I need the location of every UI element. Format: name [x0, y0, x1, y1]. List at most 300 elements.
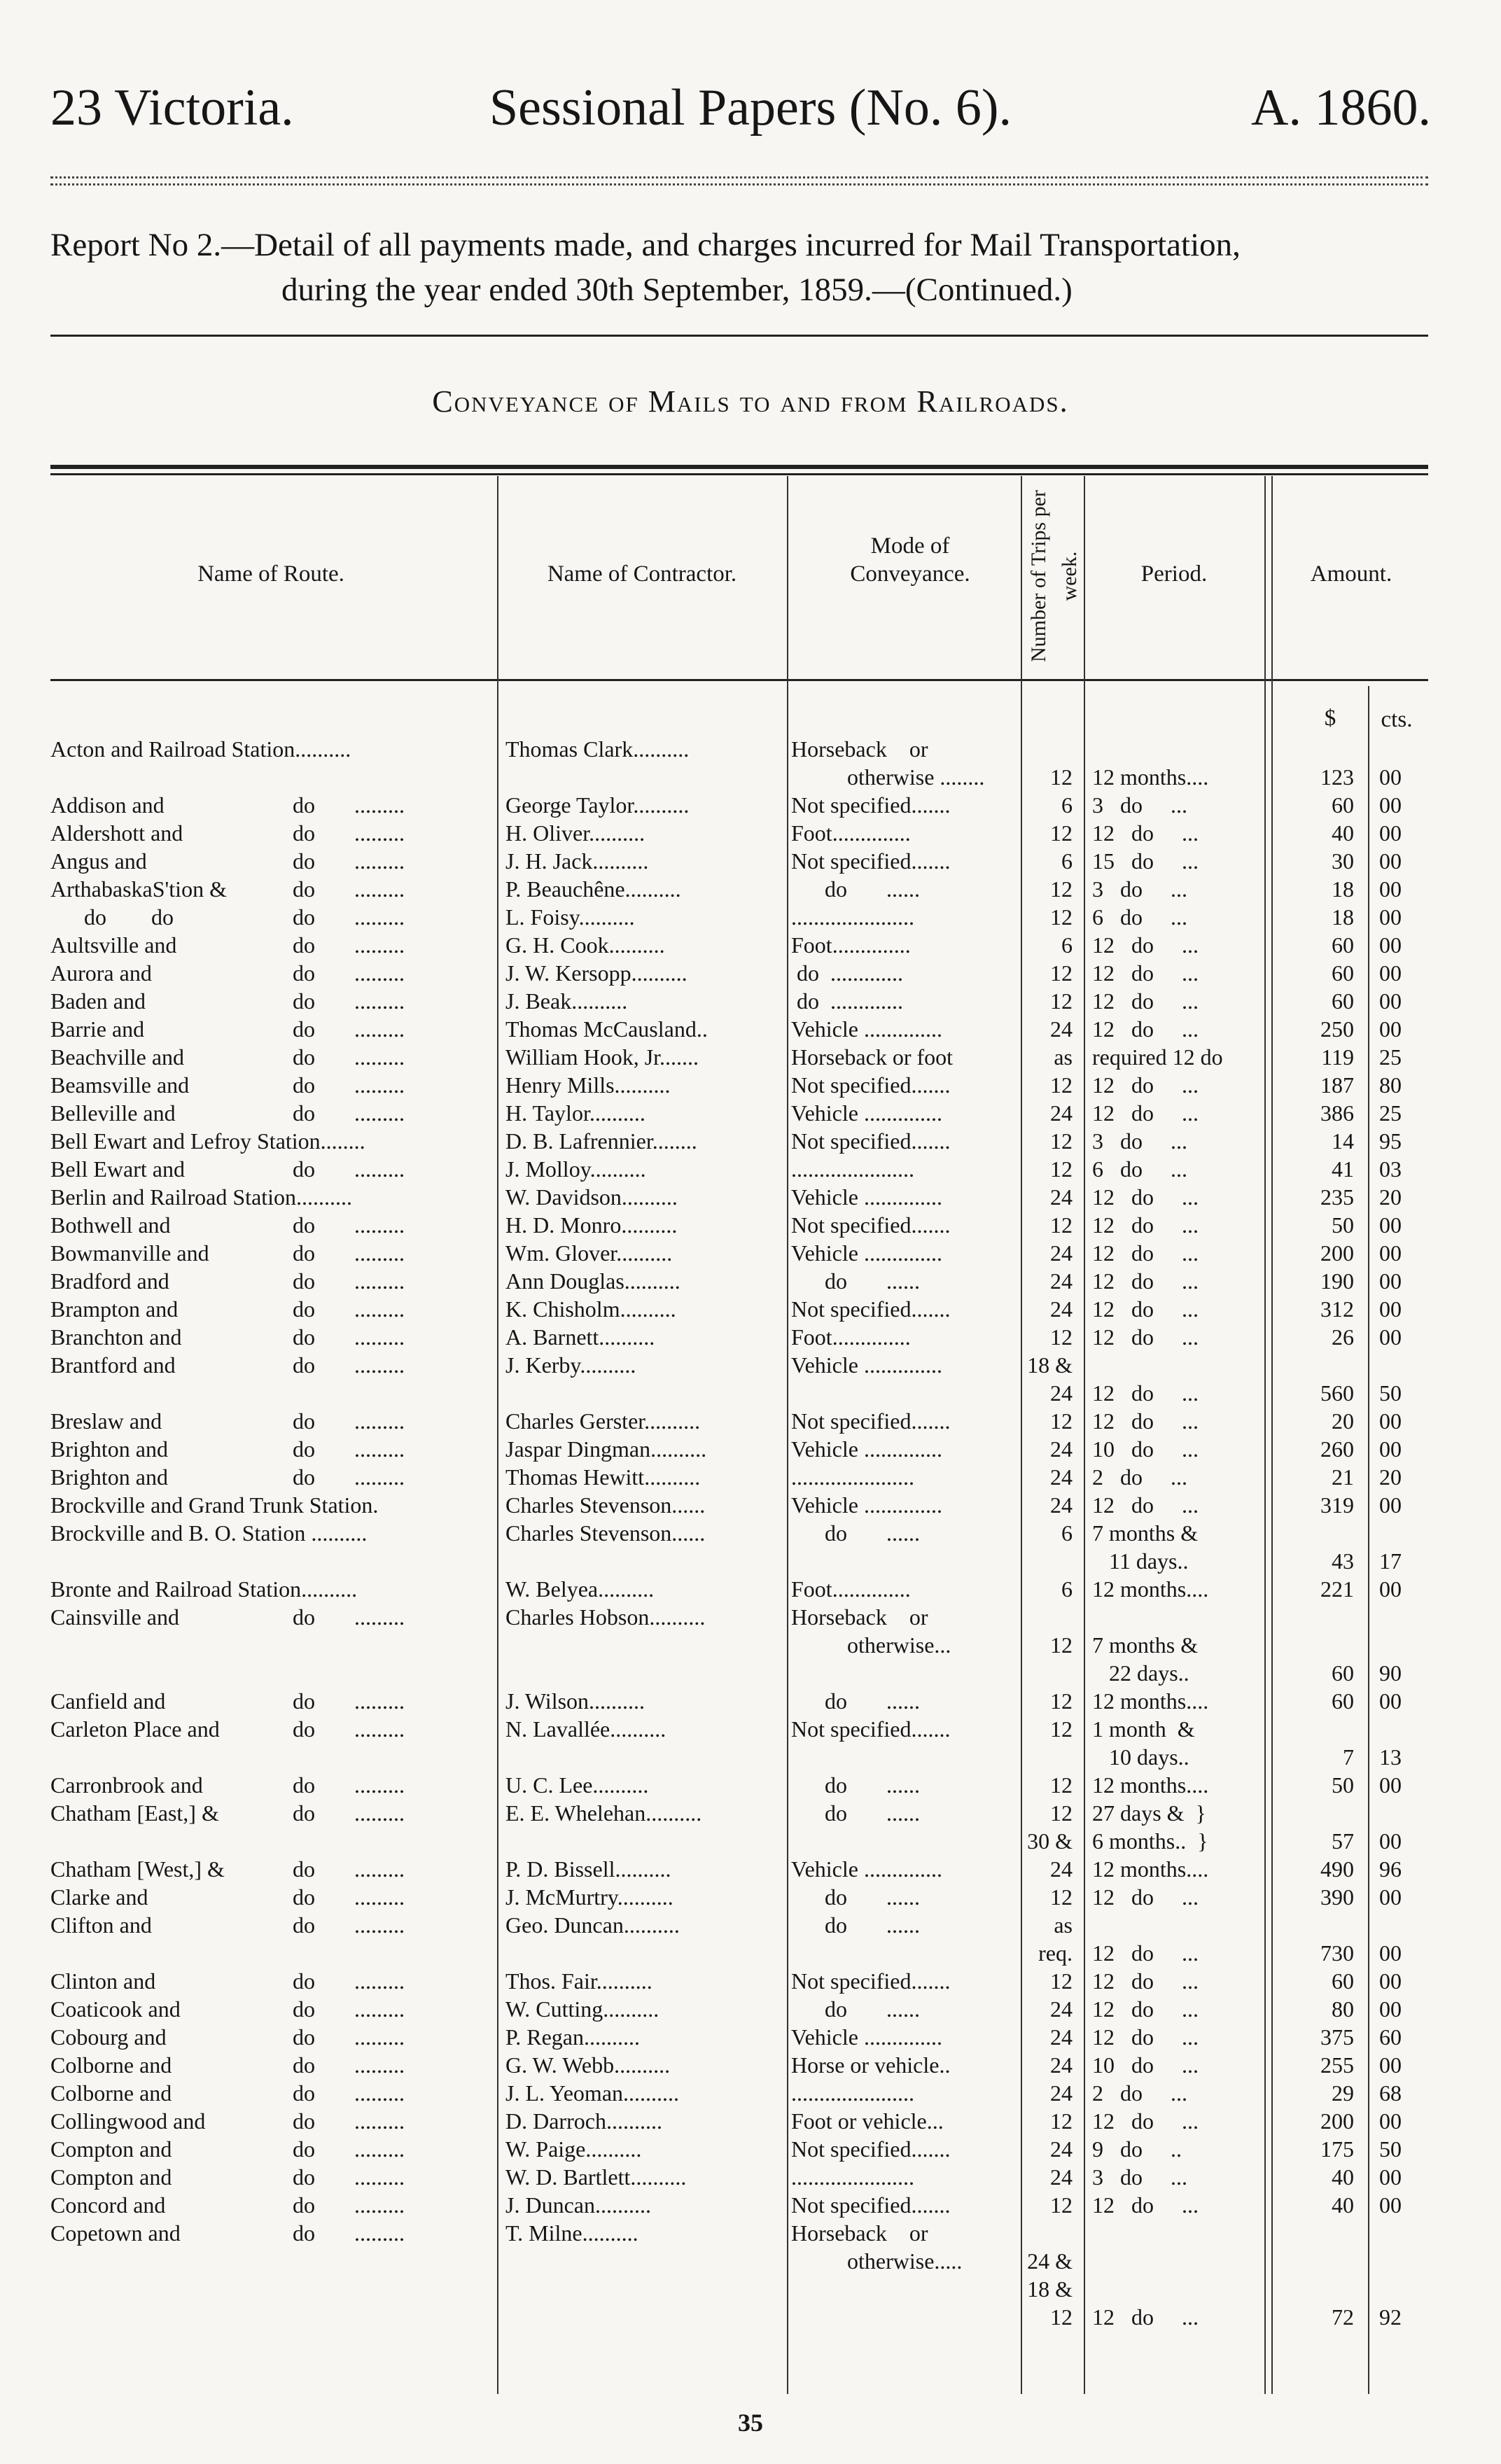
amount-cents: 80 — [1379, 1072, 1402, 1098]
trips-per-week: 12 — [1050, 1212, 1073, 1238]
contractor: P. Regan.......... — [505, 2024, 640, 2050]
table-row — [0, 1743, 1501, 1771]
table-row — [0, 1099, 1501, 1127]
amount-cents: 00 — [1379, 1884, 1402, 1910]
amount-dollars: 21 — [1332, 1464, 1354, 1490]
period: 12 do ... — [1092, 2192, 1199, 2218]
route-name: Colborne and — [50, 2052, 172, 2078]
table-top-rule — [50, 465, 1428, 469]
amount-cents: 90 — [1379, 1660, 1402, 1686]
mode-of-conveyance: Vehicle .............. — [791, 1184, 942, 1210]
mode-of-conveyance: do ............. — [791, 988, 903, 1014]
table-row — [0, 2107, 1501, 2135]
amount-dollars: 14 — [1332, 1128, 1354, 1154]
table-row — [0, 1967, 1501, 1995]
period: 12 do ... — [1092, 1324, 1199, 1350]
route-name: Barrie and — [50, 1016, 145, 1042]
amount-dollars: 730 — [1320, 1940, 1354, 1966]
period: 12 do ... — [1092, 1072, 1199, 1098]
route-do: do ......... — [293, 792, 405, 818]
table-row — [0, 1827, 1501, 1855]
contractor: H. D. Monro.......... — [505, 1212, 678, 1238]
mode-of-conveyance: Not specified....... — [791, 848, 951, 874]
amount-dollars: 375 — [1320, 2024, 1354, 2050]
period: 12 do ... — [1092, 1940, 1199, 1966]
period: 12 do ... — [1092, 960, 1199, 986]
table-row — [0, 1995, 1501, 2023]
report-rule — [50, 335, 1428, 337]
mode-of-conveyance: Vehicle .............. — [791, 2024, 942, 2050]
period: 12 do ... — [1092, 1492, 1199, 1518]
trips-per-week: 12 — [1050, 1072, 1073, 1098]
contractor: Charles Gerster.......... — [505, 1408, 701, 1434]
period: 12 do ... — [1092, 1380, 1199, 1406]
mode-of-conveyance: Not specified....... — [791, 1968, 951, 1994]
table-row — [0, 1435, 1501, 1463]
table-row — [0, 819, 1501, 847]
table-row — [0, 903, 1501, 931]
route-name: Bell Ewart and — [50, 1156, 185, 1182]
contractor: D. B. Lafrennier........ — [505, 1128, 697, 1154]
period: required 12 do — [1092, 1044, 1223, 1070]
period: 6 do ... — [1092, 1156, 1187, 1182]
table-row — [0, 763, 1501, 791]
section-title: Conveyance of Mails to and from Railroads. — [432, 384, 1069, 419]
contractor: W. Belyea.......... — [505, 1576, 655, 1602]
amount-dollars: 30 — [1332, 848, 1354, 874]
contractor: J. McMurtry.......... — [505, 1884, 673, 1910]
route-do: do ......... — [293, 1044, 405, 1070]
mode-of-conveyance: Horseback or — [791, 1604, 928, 1630]
table-row — [0, 2191, 1501, 2219]
amount-cents: 00 — [1379, 1968, 1402, 1994]
amount-dollars: 255 — [1320, 2052, 1354, 2078]
amount-dollars: 560 — [1320, 1380, 1354, 1406]
mode-of-conveyance: Not specified....... — [791, 1716, 951, 1742]
route-do: do ......... — [293, 1996, 405, 2022]
route-do: do ......... — [293, 1408, 405, 1434]
trips-per-week: 24 — [1050, 2080, 1073, 2106]
table-row — [0, 2051, 1501, 2079]
route-name: Bronte and Railroad Station.......... — [50, 1576, 358, 1602]
table-row — [0, 1351, 1501, 1379]
table-row — [0, 2275, 1501, 2303]
route-name: Angus and — [50, 848, 147, 874]
amount-cents: 00 — [1379, 764, 1402, 790]
route-do: do ......... — [293, 2164, 405, 2190]
period: 2 do ... — [1092, 2080, 1187, 2106]
route-do: do ......... — [293, 1604, 405, 1630]
trips-per-week: 12 — [1050, 820, 1073, 846]
trips-per-week: 24 — [1050, 2164, 1073, 2190]
amount-cents: 25 — [1379, 1044, 1402, 1070]
route-name: Cobourg and — [50, 2024, 167, 2050]
trips-per-week: 24 — [1050, 1464, 1073, 1490]
route-name: Compton and — [50, 2136, 172, 2162]
contractor: Wm. Glover.......... — [505, 1240, 673, 1266]
period: 22 days.. — [1092, 1660, 1189, 1686]
amount-cents: 00 — [1379, 848, 1402, 874]
route-name: Carronbrook and — [50, 1772, 203, 1798]
amount-cents: 17 — [1379, 1548, 1402, 1574]
route-do: do ......... — [293, 1156, 405, 1182]
route-name: Bell Ewart and Lefroy Station........ — [50, 1128, 365, 1154]
route-name: Branchton and — [50, 1324, 182, 1350]
table-row — [0, 2219, 1501, 2247]
period: 2 do ... — [1092, 1464, 1187, 1490]
route-do: do ......... — [293, 1268, 405, 1294]
period: 10 do ... — [1092, 1436, 1199, 1462]
trips-per-week: 12 — [1050, 1884, 1073, 1910]
table-row — [0, 1323, 1501, 1351]
trips-per-week: 12 — [1050, 876, 1073, 902]
period: 3 do ... — [1092, 1128, 1187, 1154]
route-do: do ......... — [293, 2220, 405, 2246]
trips-per-week: 24 — [1050, 1380, 1073, 1406]
col-head-amount: Amount. — [1310, 561, 1392, 587]
trips-per-week: 12 — [1050, 1128, 1073, 1154]
contractor: N. Lavallée.......... — [505, 1716, 666, 1742]
table-row — [0, 1015, 1501, 1043]
route-do: do ......... — [293, 1800, 405, 1826]
period: 12 months.... — [1092, 1688, 1209, 1714]
mode-of-conveyance: Foot.............. — [791, 1576, 911, 1602]
route-name: do do — [50, 904, 174, 930]
col-head-trips: Number of Trips per week. — [1027, 490, 1081, 662]
col-head-mode: Mode of Conveyance. — [850, 533, 970, 587]
period: 6 months.. } — [1092, 1828, 1208, 1854]
amount-dollars: 40 — [1332, 820, 1354, 846]
trips-per-week: 24 — [1050, 1996, 1073, 2022]
contractor: Charles Hobson.......... — [505, 1604, 706, 1630]
amount-cents: 00 — [1379, 1576, 1402, 1602]
contractor: Thomas Hewitt.......... — [505, 1464, 701, 1490]
route-do: do ......... — [293, 2136, 405, 2162]
period: 12 do ... — [1092, 1268, 1199, 1294]
route-do: do ......... — [293, 960, 405, 986]
trips-per-week: 12 — [1050, 1324, 1073, 1350]
period: 12 months.... — [1092, 764, 1209, 790]
table-row — [0, 1267, 1501, 1295]
amount-dollars: 221 — [1320, 1576, 1354, 1602]
mode-of-conveyance: Not specified....... — [791, 1072, 951, 1098]
trips-per-week: 12 — [1050, 1968, 1073, 1994]
contractor: A. Barnett.......... — [505, 1324, 655, 1350]
route-do: do ......... — [293, 1912, 405, 1938]
trips-per-week: 12 — [1050, 1688, 1073, 1714]
mode-of-conveyance: Vehicle .............. — [791, 1240, 942, 1266]
contractor: J. Duncan.......... — [505, 2192, 651, 2218]
mode-of-conveyance: Horseback or — [791, 736, 928, 762]
mode-of-conveyance: Vehicle .............. — [791, 1352, 942, 1378]
period: 12 months.... — [1092, 1772, 1209, 1798]
contractor: U. C. Lee.......... — [505, 1772, 649, 1798]
contractor: T. Milne.......... — [505, 2220, 638, 2246]
route-do: do ......... — [293, 876, 405, 902]
route-name: Brantford and — [50, 1352, 176, 1378]
contractor: D. Darroch.......... — [505, 2108, 662, 2134]
trips-per-week: 12 — [1050, 960, 1073, 986]
route-name: Coaticook and — [50, 1996, 181, 2022]
route-name: Colborne and — [50, 2080, 172, 2106]
period: 12 do ... — [1092, 2108, 1199, 2134]
route-name: Chatham [West,] & — [50, 1856, 225, 1882]
trips-per-week: 12 — [1050, 1800, 1073, 1826]
contractor: Thomas McCausland.. — [505, 1016, 708, 1042]
header-title: Sessional Papers (No. 6). — [489, 79, 1012, 136]
period: 3 do ... — [1092, 792, 1187, 818]
table-header-rule — [50, 679, 1428, 681]
contractor: H. Taylor.......... — [505, 1100, 645, 1126]
table-row — [0, 1183, 1501, 1211]
page-number: 35 — [738, 2409, 763, 2437]
period: 12 do ... — [1092, 1884, 1199, 1910]
table-row — [0, 1575, 1501, 1603]
table-row — [0, 1799, 1501, 1827]
table-row — [0, 2023, 1501, 2051]
amount-cents: 92 — [1379, 2304, 1402, 2330]
amount-dollars: 18 — [1332, 876, 1354, 902]
period: 7 months & — [1092, 1520, 1199, 1546]
table-row — [0, 1911, 1501, 1939]
route-name: Bradford and — [50, 1268, 169, 1294]
table-row — [0, 1631, 1501, 1659]
route-name: Brampton and — [50, 1296, 179, 1322]
mode-of-conveyance: do ...... — [791, 1996, 920, 2022]
amount-dollars: 490 — [1320, 1856, 1354, 1882]
trips-per-week: 12 — [1050, 904, 1073, 930]
period: 15 do ... — [1092, 848, 1199, 874]
trips-per-week: 6 — [1061, 792, 1073, 818]
trips-per-week: 6 — [1061, 848, 1073, 874]
period: 12 do ... — [1092, 1184, 1199, 1210]
contractor: J. Beak.......... — [505, 988, 628, 1014]
route-name: Brockville and B. O. Station .......... — [50, 1520, 368, 1546]
amount-dollars: 60 — [1332, 792, 1354, 818]
trips-per-week: 24 — [1050, 2136, 1073, 2162]
mode-of-conveyance: Foot.............. — [791, 932, 911, 958]
report-heading-line-2: during the year ended 30th September, 1859.—(Continued.) — [281, 272, 1073, 308]
contractor: W. Davidson.......... — [505, 1184, 678, 1210]
route-do: do ......... — [293, 1716, 405, 1742]
amount-dollars: 60 — [1332, 1968, 1354, 1994]
mode-of-conveyance: Vehicle .............. — [791, 1100, 942, 1126]
route-do: do ......... — [293, 1856, 405, 1882]
trips-per-week: 24 — [1050, 1436, 1073, 1462]
period: 10 do ... — [1092, 2052, 1199, 2078]
table-row — [0, 1687, 1501, 1715]
table-row — [0, 1043, 1501, 1071]
route-do: do ......... — [293, 1296, 405, 1322]
contractor: P. Beauchêne.......... — [505, 876, 681, 902]
col-head-contractor: Name of Contractor. — [547, 561, 737, 587]
contractor: G. W. Webb.......... — [505, 2052, 671, 2078]
trips-per-week: 24 — [1050, 1016, 1073, 1042]
amount-dollars: 187 — [1320, 1072, 1354, 1098]
trips-per-week: 24 — [1050, 1184, 1073, 1210]
table-row — [0, 1239, 1501, 1267]
table-row — [0, 1379, 1501, 1407]
amount-cents: 00 — [1379, 1268, 1402, 1294]
amount-cents: 00 — [1379, 1940, 1402, 1966]
route-do: do ......... — [293, 1212, 405, 1238]
route-name: Clifton and — [50, 1912, 152, 1938]
route-name: Aldershott and — [50, 820, 183, 846]
amount-dollars: 386 — [1320, 1100, 1354, 1126]
route-do: do ......... — [293, 1464, 405, 1490]
amount-dollars: 60 — [1332, 1660, 1354, 1686]
period: 12 do ... — [1092, 932, 1199, 958]
route-do: do ......... — [293, 2024, 405, 2050]
report-heading-line-1: Report No 2.—Detail of all payments made, and charges incurred for Mail Transportation, — [50, 227, 1241, 263]
trips-per-week: 18 & — [1027, 2276, 1073, 2302]
contractor: Geo. Duncan.......... — [505, 1912, 680, 1938]
amount-cents: 00 — [1379, 1996, 1402, 2022]
trips-per-week: 18 & — [1027, 1352, 1073, 1378]
amount-cents: 00 — [1379, 1772, 1402, 1798]
mode-of-conveyance: Horse or vehicle.. — [791, 2052, 951, 2078]
mode-of-conveyance: do ...... — [791, 1688, 920, 1714]
contractor: W. Cutting.......... — [505, 1996, 659, 2022]
table-row — [0, 791, 1501, 819]
mode-of-conveyance: Vehicle .............. — [791, 1436, 942, 1462]
amount-dollars: 60 — [1332, 932, 1354, 958]
mode-of-conveyance: Not specified....... — [791, 1408, 951, 1434]
route-do: do ......... — [293, 1016, 405, 1042]
trips-per-week: 12 — [1050, 1156, 1073, 1182]
amount-cents: 20 — [1379, 1464, 1402, 1490]
amount-cents: 00 — [1379, 904, 1402, 930]
contractor: Charles Stevenson...... — [505, 1520, 706, 1546]
table-row — [0, 1771, 1501, 1799]
amount-dollars: 18 — [1332, 904, 1354, 930]
route-name: Concord and — [50, 2192, 166, 2218]
amount-cents: 00 — [1379, 932, 1402, 958]
period: 12 do ... — [1092, 988, 1199, 1014]
trips-per-week: 12 — [1050, 1716, 1073, 1742]
amount-cents: 00 — [1379, 2052, 1402, 2078]
mode-of-conveyance: Foot.............. — [791, 1324, 911, 1350]
amount-cents: 00 — [1379, 960, 1402, 986]
route-name: Beachville and — [50, 1044, 185, 1070]
route-do: do ......... — [293, 1968, 405, 1994]
trips-per-week: 24 — [1050, 1296, 1073, 1322]
contractor: P. D. Bissell.......... — [505, 1856, 671, 1882]
route-do: do ......... — [293, 1436, 405, 1462]
route-do: do ......... — [293, 1100, 405, 1126]
period: 12 months.... — [1092, 1576, 1209, 1602]
contractor: J. Molloy.......... — [505, 1156, 646, 1182]
route-name: Acton and Railroad Station.......... — [50, 736, 351, 762]
amount-dollars: 80 — [1332, 1996, 1354, 2022]
table-row — [0, 875, 1501, 903]
amount-dollars: 40 — [1332, 2192, 1354, 2218]
mode-of-conveyance: otherwise... — [791, 1632, 951, 1658]
amount-dollars: 7 — [1343, 1744, 1354, 1770]
amount-dollars: 29 — [1332, 2080, 1354, 2106]
contractor: J. L. Yeoman.......... — [505, 2080, 680, 2106]
route-do: do ......... — [293, 2192, 405, 2218]
route-do: do ......... — [293, 988, 405, 1014]
route-do: do ......... — [293, 1688, 405, 1714]
trips-per-week: 24 — [1050, 1492, 1073, 1518]
col-head-cents: cts. — [1381, 707, 1413, 732]
amount-dollars: 60 — [1332, 988, 1354, 1014]
route-name: Berlin and Railroad Station.......... — [50, 1184, 353, 1210]
mode-of-conveyance: otherwise ........ — [791, 764, 985, 790]
amount-dollars: 390 — [1320, 1884, 1354, 1910]
period: 12 do ... — [1092, 1996, 1199, 2022]
route-do: do ......... — [293, 1772, 405, 1798]
table-row — [0, 1855, 1501, 1883]
trips-per-week: 30 & — [1027, 1828, 1073, 1854]
contractor: William Hook, Jr....... — [505, 1044, 699, 1070]
amount-dollars: 72 — [1332, 2304, 1354, 2330]
contractor: Jaspar Dingman.......... — [505, 1436, 707, 1462]
mode-of-conveyance: do ...... — [791, 1520, 920, 1546]
contractor: Thomas Clark.......... — [505, 736, 690, 762]
route-do: do ......... — [293, 2108, 405, 2134]
col-head-route: Name of Route. — [197, 561, 344, 587]
contractor: J. Kerby.......... — [505, 1352, 636, 1378]
contractor: J. W. Kersopp.......... — [505, 960, 687, 986]
header-rule-top — [50, 176, 1428, 178]
table-row — [0, 1547, 1501, 1575]
amount-cents: 25 — [1379, 1100, 1402, 1126]
amount-cents: 00 — [1379, 876, 1402, 902]
amount-cents: 00 — [1379, 1688, 1402, 1714]
table-row — [0, 2135, 1501, 2163]
period: 12 do ... — [1092, 1100, 1199, 1126]
route-name: Copetown and — [50, 2220, 181, 2246]
contractor: J. H. Jack.......... — [505, 848, 649, 874]
period: 6 do ... — [1092, 904, 1187, 930]
route-name: Carleton Place and — [50, 1716, 220, 1742]
amount-dollars: 123 — [1320, 764, 1354, 790]
amount-dollars: 235 — [1320, 1184, 1354, 1210]
trips-per-week: 12 — [1050, 1632, 1073, 1658]
mode-of-conveyance: Horseback or foot — [791, 1044, 954, 1070]
mode-of-conveyance: ...................... — [791, 1464, 914, 1490]
mode-of-conveyance: do ...... — [791, 1884, 920, 1910]
contractor: J. Wilson.......... — [505, 1688, 645, 1714]
amount-dollars: 50 — [1332, 1772, 1354, 1798]
mode-of-conveyance: Not specified....... — [791, 1128, 951, 1154]
mode-of-conveyance: Foot.............. — [791, 820, 911, 846]
mode-of-conveyance: ...................... — [791, 904, 914, 930]
period: 12 do ... — [1092, 820, 1199, 846]
table-row — [0, 959, 1501, 987]
trips-per-week: 6 — [1061, 1520, 1073, 1546]
mode-of-conveyance: Not specified....... — [791, 1296, 951, 1322]
table-row — [0, 2303, 1501, 2331]
amount-cents: 00 — [1379, 1324, 1402, 1350]
amount-dollars: 57 — [1332, 1828, 1354, 1854]
route-do: do ......... — [293, 904, 405, 930]
contractor: L. Foisy.......... — [505, 904, 635, 930]
trips-per-week: 24 — [1050, 1856, 1073, 1882]
trips-per-week: 24 — [1050, 1268, 1073, 1294]
table-row — [0, 1491, 1501, 1519]
amount-dollars: 50 — [1332, 1212, 1354, 1238]
route-name: Clarke and — [50, 1884, 148, 1910]
mode-of-conveyance: do ...... — [791, 1772, 920, 1798]
table-row — [0, 1939, 1501, 1967]
mode-of-conveyance: ...................... — [791, 2080, 914, 2106]
route-name: Brighton and — [50, 1464, 168, 1490]
amount-dollars: 60 — [1332, 1688, 1354, 1714]
route-name: Collingwood and — [50, 2108, 206, 2134]
